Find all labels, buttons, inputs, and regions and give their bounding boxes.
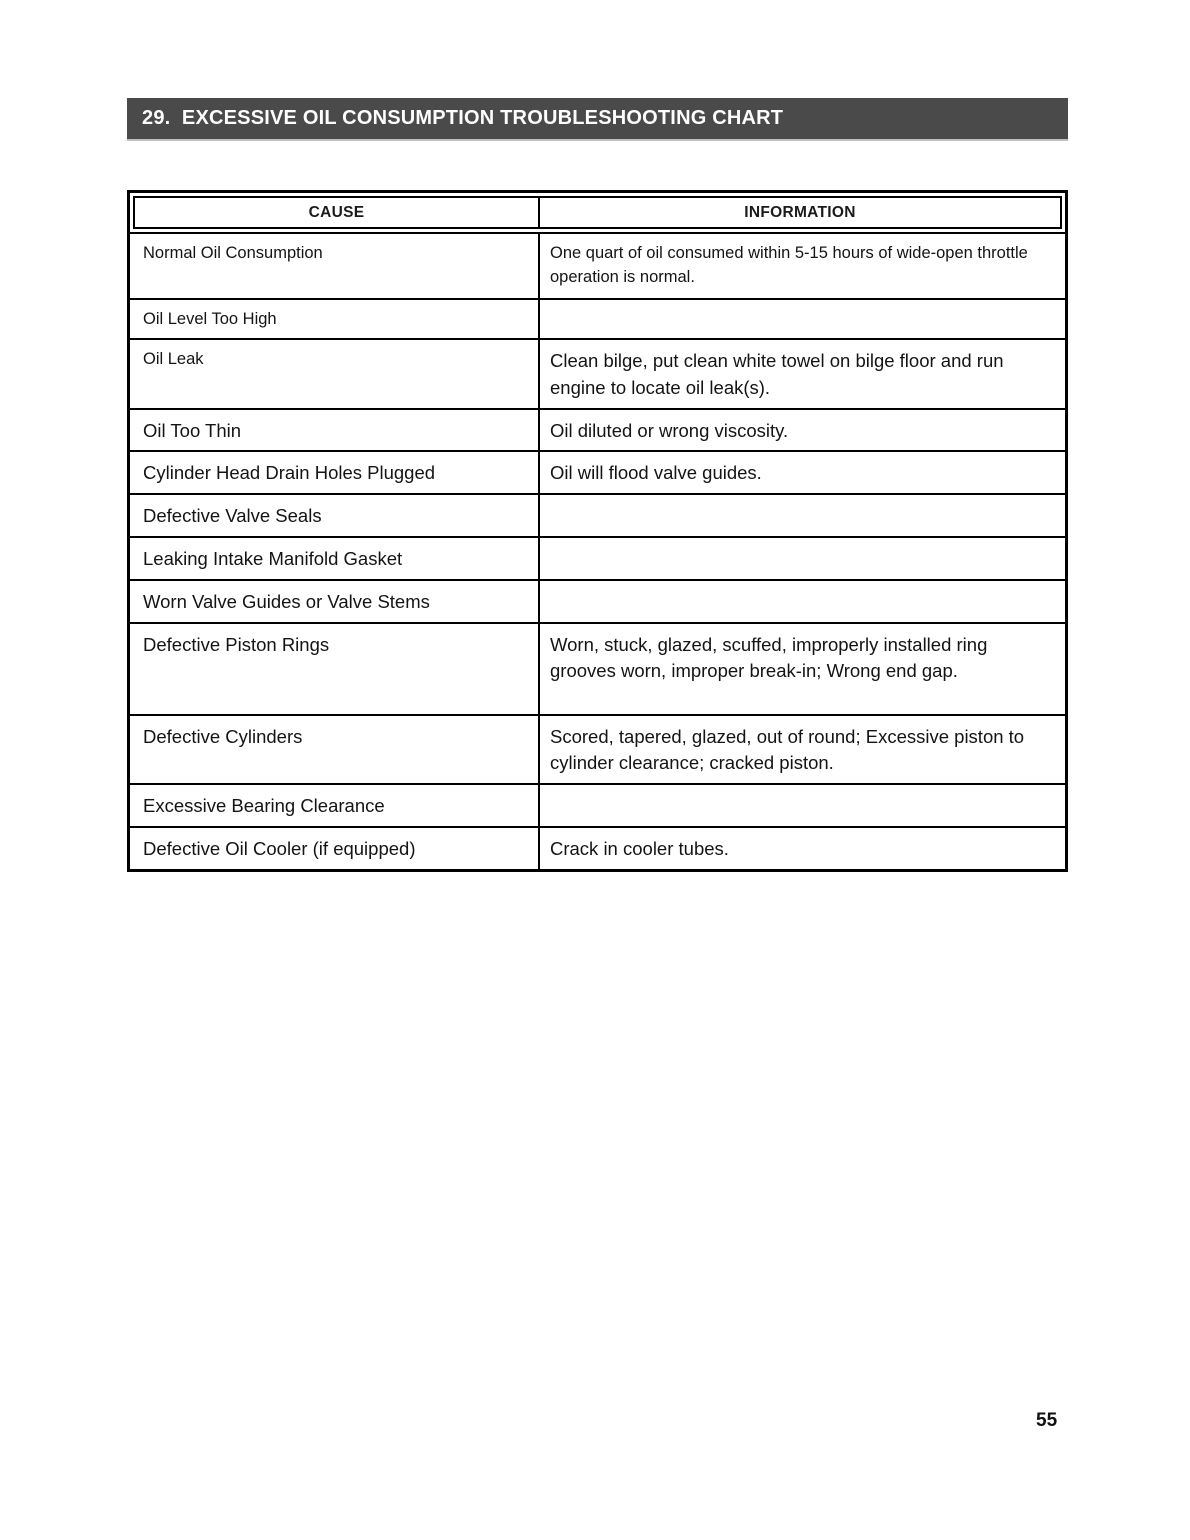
troubleshooting-table bbox=[127, 190, 1068, 872]
information-cell: Crack in cooler tubes. bbox=[538, 828, 1065, 869]
table-row bbox=[130, 298, 1065, 338]
information-cell: Worn, stuck, glazed, scuffed, improperly installed ring grooves worn, improper break-in; Wrong end gap. bbox=[538, 624, 1065, 714]
cause-cell: Oil Level Too High bbox=[143, 310, 277, 328]
table-row bbox=[130, 408, 1065, 451]
cause-cell: Defective Valve Seals bbox=[143, 505, 322, 527]
table-row bbox=[130, 234, 1065, 298]
cause-cell: Worn Valve Guides or Valve Stems bbox=[143, 590, 430, 612]
cause-cell: Defective Piston Rings bbox=[143, 633, 330, 655]
cause-cell: Oil Leak bbox=[143, 349, 204, 368]
information-cell: One quart of oil consumed within 5-15 hours of wide-open throttle operation is normal. bbox=[538, 234, 1065, 298]
table-row bbox=[130, 493, 1065, 536]
page-number: 55 bbox=[1036, 1410, 1058, 1431]
cause-cell: Defective Oil Cooler (if equipped) bbox=[143, 838, 416, 860]
information-cell: Oil diluted or wrong viscosity. bbox=[538, 410, 1065, 451]
information-cell bbox=[538, 581, 1065, 622]
cause-cell: Oil Too Thin bbox=[143, 419, 242, 441]
column-header-information: INFORMATION bbox=[538, 198, 1060, 227]
table-header-row bbox=[133, 196, 1062, 229]
information-cell: Oil will flood valve guides. bbox=[538, 452, 1065, 493]
table-row bbox=[130, 714, 1065, 784]
cause-cell: Leaking Intake Manifold Gasket bbox=[143, 547, 403, 569]
table-row bbox=[130, 622, 1065, 714]
section-title: 29. EXCESSIVE OIL CONSUMPTION TROUBLESHOOTING CHART bbox=[142, 107, 784, 129]
information-cell: Clean bilge, put clean white towel on bilge floor and run engine to locate oil leak(s). bbox=[538, 340, 1065, 408]
information-cell: Scored, tapered, glazed, out of round; Excessive piston to cylinder clearance; cracked piston. bbox=[538, 716, 1065, 784]
table-row bbox=[130, 450, 1065, 493]
table-row bbox=[130, 783, 1065, 826]
information-cell bbox=[538, 300, 1065, 338]
section-title-bar bbox=[127, 98, 1068, 139]
cause-cell: Normal Oil Consumption bbox=[143, 244, 323, 262]
table-row bbox=[130, 536, 1065, 579]
cause-cell: Excessive Bearing Clearance bbox=[143, 795, 385, 817]
column-header-cause: CAUSE bbox=[308, 204, 365, 221]
table-row bbox=[130, 826, 1065, 869]
cause-cell: Cylinder Head Drain Holes Plugged bbox=[143, 462, 436, 484]
table-row bbox=[130, 579, 1065, 622]
information-cell bbox=[538, 495, 1065, 536]
table-row bbox=[130, 338, 1065, 408]
table-body bbox=[130, 232, 1065, 869]
information-cell bbox=[538, 785, 1065, 826]
cause-cell: Defective Cylinders bbox=[143, 725, 303, 747]
information-cell bbox=[538, 538, 1065, 579]
